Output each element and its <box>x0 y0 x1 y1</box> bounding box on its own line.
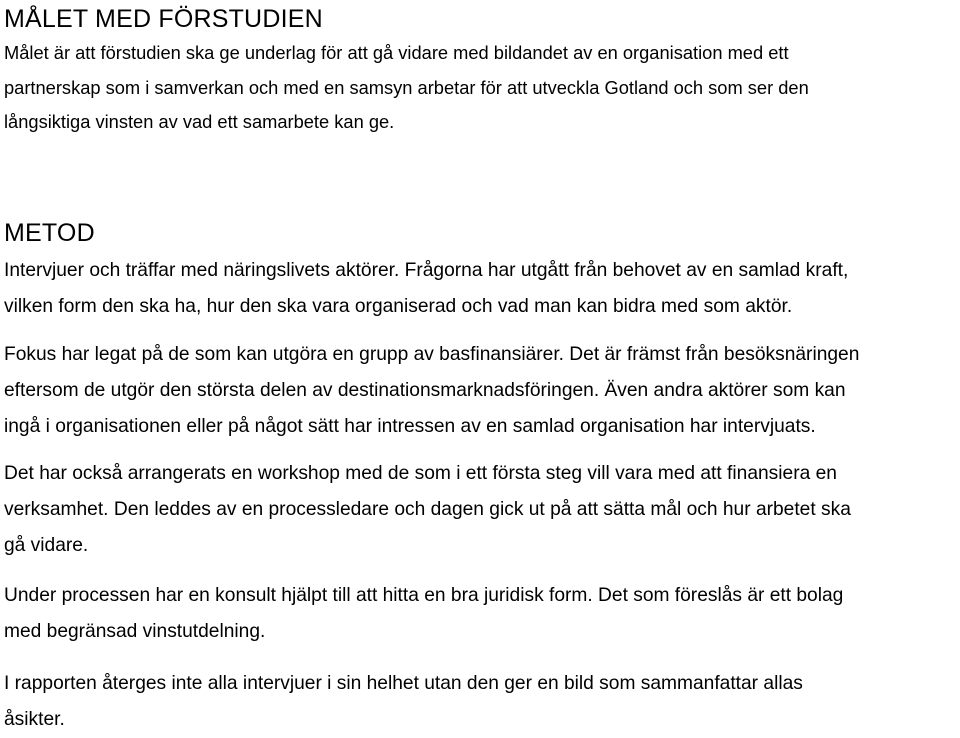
section-heading-metod: METOD <box>4 219 95 247</box>
section-heading-malet: MÅLET MED FÖRSTUDIEN <box>4 5 323 33</box>
paragraph-line: Under processen har en konsult hjälpt till att hitta en bra juridisk form. Det som föreslås är ett bolag <box>4 585 844 606</box>
paragraph-malet <box>4 36 958 140</box>
paragraph-line: gå vidare. <box>4 535 89 556</box>
paragraph-line: Målet är att förstudien ska ge underlag för att gå vidare med bildandet av en organisation med ett <box>4 42 789 63</box>
paragraph-line: Det har också arrangerats en workshop med de som i ett första steg vill vara med att finansiera en <box>4 463 837 484</box>
paragraph-line: långsiktiga vinsten av vad ett samarbete kan ge. <box>4 111 395 132</box>
paragraph-line: partnerskap som i samverkan och med en samsyn arbetar för att utveckla Gotland och som ser den <box>4 76 809 98</box>
paragraph-line: vilken form den ska ha, hur den ska vara organiserad och vad man kan bidra med som aktör. <box>4 296 793 317</box>
paragraph-line: ingå i organisationen eller på något sätt har intressen av en samlad organisation har intervjuats. <box>4 416 816 437</box>
paragraph-line: I rapporten återges inte alla intervjuer i sin helhet utan den ger en bild som sammanfattar allas <box>4 673 803 694</box>
paragraph-konsult <box>4 578 958 650</box>
paragraph-rapporten <box>4 666 958 738</box>
paragraph-line: åsikter. <box>4 709 65 730</box>
paragraph-intervjuer <box>4 253 958 325</box>
paragraph-workshop <box>4 456 958 564</box>
paragraph-line: Fokus har legat på de som kan utgöra en grupp av basfinansiärer. Det är främst från besöksnäringen <box>4 344 860 365</box>
paragraph-line: med begränsad vinstutdelning. <box>4 621 266 642</box>
paragraph-line: eftersom de utgör den största delen av destinationsmarknadsföringen. Även andra aktörer som kan <box>4 380 846 401</box>
paragraph-line: verksamhet. Den leddes av en processledare och dagen gick ut på att sätta mål och hur arbetet ska <box>4 499 851 520</box>
paragraph-fokus <box>4 337 958 445</box>
paragraph-line: Intervjuer och träffar med näringslivets aktörer. Frågorna har utgått från behovet av en samlad kraft, <box>4 260 849 281</box>
